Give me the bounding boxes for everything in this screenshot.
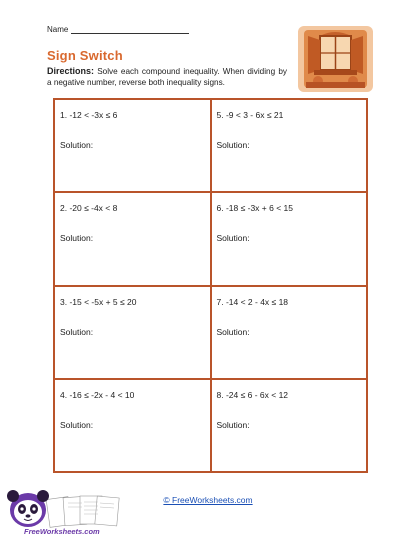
panda-mascot-icon <box>7 490 49 527</box>
problem-question: 4. -16 ≤ -2x - 4 < 10 <box>60 389 135 400</box>
logo-text: FreeWorksheets.com <box>24 527 100 536</box>
problem-cell-1[interactable] <box>54 99 211 192</box>
problem-cell-2[interactable] <box>54 192 211 285</box>
name-label: Name <box>47 25 69 34</box>
problem-cell-5[interactable] <box>211 99 368 192</box>
worksheet-title: Sign Switch <box>47 48 123 63</box>
solution-label: Solution: <box>216 326 250 337</box>
copyright-link[interactable]: © FreeWorksheets.com <box>163 495 253 505</box>
problem-cell-7[interactable] <box>211 286 368 379</box>
directions-label: Directions: <box>47 66 95 76</box>
name-line[interactable] <box>71 25 189 34</box>
solution-label: Solution: <box>216 140 250 150</box>
problem-question: 7. -14 < 2 - 4x ≤ 18 <box>216 296 289 307</box>
problem-question: 2. -20 ≤ -4x < 8 <box>60 203 118 214</box>
solution-label: Solution: <box>60 419 94 430</box>
problem-question: 1. -12 < -3x ≤ 6 <box>60 110 118 120</box>
problem-question: 3. -15 < -5x + 5 ≤ 20 <box>60 296 137 307</box>
problem-question: 8. -24 ≤ 6 - 6x < 12 <box>216 389 289 400</box>
problem-cell-4[interactable] <box>54 379 211 472</box>
solution-label: Solution: <box>216 419 250 430</box>
directions-text: Solve each compound inequality. When dividing by a negative number, reverse both inequality signs. <box>47 67 287 87</box>
problem-question: 5. -9 < 3 - 6x ≤ 21 <box>216 110 284 120</box>
worksheet-thumbnails-icon <box>46 496 119 527</box>
window-illustration <box>298 26 373 92</box>
solution-label: Solution: <box>60 140 94 150</box>
problem-cell-8[interactable] <box>211 379 368 472</box>
name-field <box>47 25 189 34</box>
solution-label: Solution: <box>60 233 94 244</box>
problem-question: 6. -18 ≤ -3x + 6 < 15 <box>216 203 293 214</box>
directions <box>47 66 287 88</box>
solution-label: Solution: <box>60 326 94 337</box>
problem-cell-3[interactable] <box>54 286 211 379</box>
problem-cell-6[interactable] <box>211 192 368 285</box>
problem-grid <box>53 98 368 473</box>
solution-label: Solution: <box>216 233 250 244</box>
